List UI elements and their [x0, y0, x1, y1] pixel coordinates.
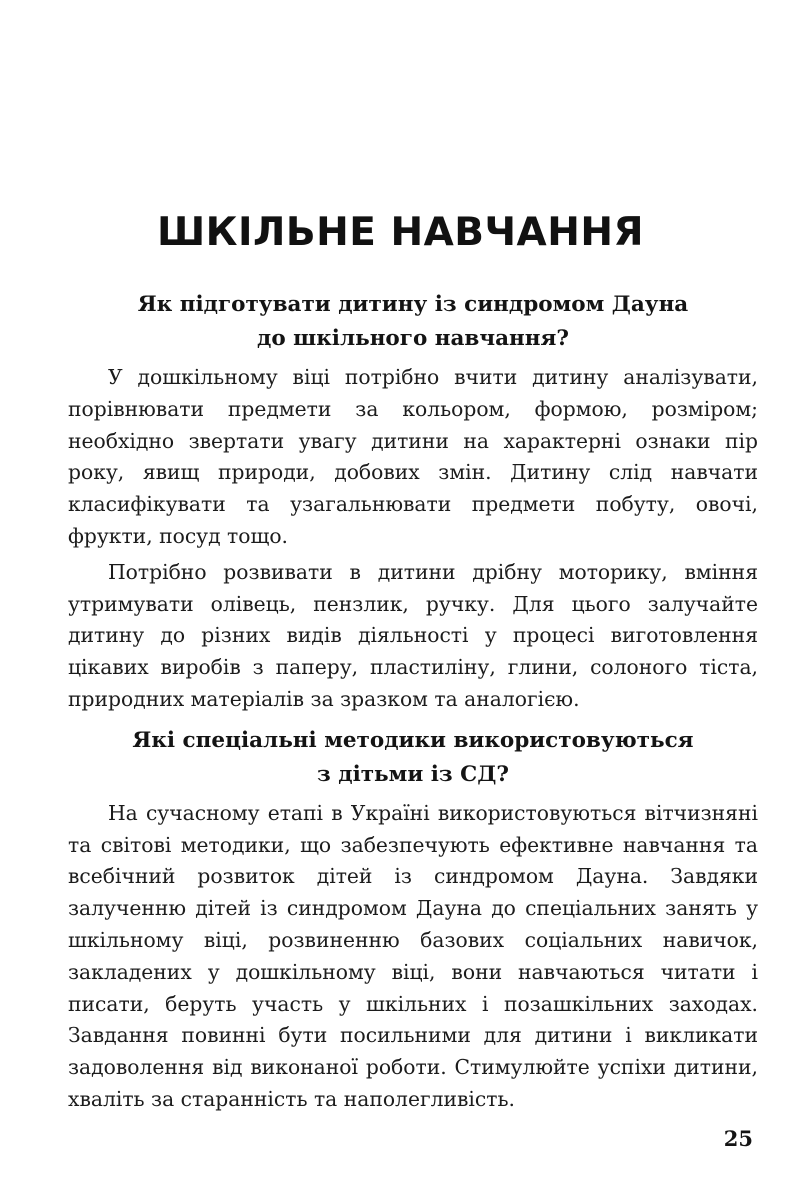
page-number: 25 [723, 1126, 753, 1151]
section-heading-methods [68, 724, 758, 792]
paragraph: Потрібно розвивати в дитини дрібну моторику, вміння утримувати олівець, пензлик, ручку. Для цього залучайте дитину до різних видів діяльності у процесі виготовлення цікавих виробів з паперу, пластиліну, глини, солоного тіста, природних матеріалів за зразком та аналогією. [68, 559, 758, 711]
section-heading-preparation [68, 288, 758, 356]
section-preparation [68, 288, 758, 716]
heading-line: Як підготувати дитину із синдромом Дауна [137, 292, 689, 317]
heading-line: Які спеціальні методики використовуються [132, 727, 694, 753]
chapter-title: ШКІЛЬНЕ НАВЧАННЯ [156, 210, 645, 255]
section-methods [68, 724, 758, 1116]
paragraph: У дошкільному віці потрібно вчити дитину аналізувати, порівнювати предмети за кольором, формою, розміром; необхідно звертати увагу дитини на характерні ознаки пір року, явищ природи, добових змін. Дитину слід навчати класифікувати та узагальнювати предмети побуту, овочі, фрукти, посуд тощо. [68, 365, 758, 548]
heading-line: до шкільного навчання? [256, 326, 569, 351]
page-content [68, 288, 758, 1116]
paragraph: На сучасному етапі в Україні використовуються вітчизняні та світові методики, що забезпечують ефективне навчання та всебічний розвиток дітей із синдромом Дауна. Завдяки залученню дітей із синдромом Дауна до спеціальних занять у шкільному віці, розвиненню базових соціальних навичок, закладених у дошкільному віці, вони навчаються читати і писати, беруть участь у шкільних і позашкільних заходах. Завдання повинні бути посильними для дитини і викликати задоволення від виконаної роботи. Стимулюйте успіхи дитини, хваліть за старанність та наполегливість. [68, 800, 758, 1111]
heading-line: з дітьми із СД? [317, 761, 509, 787]
